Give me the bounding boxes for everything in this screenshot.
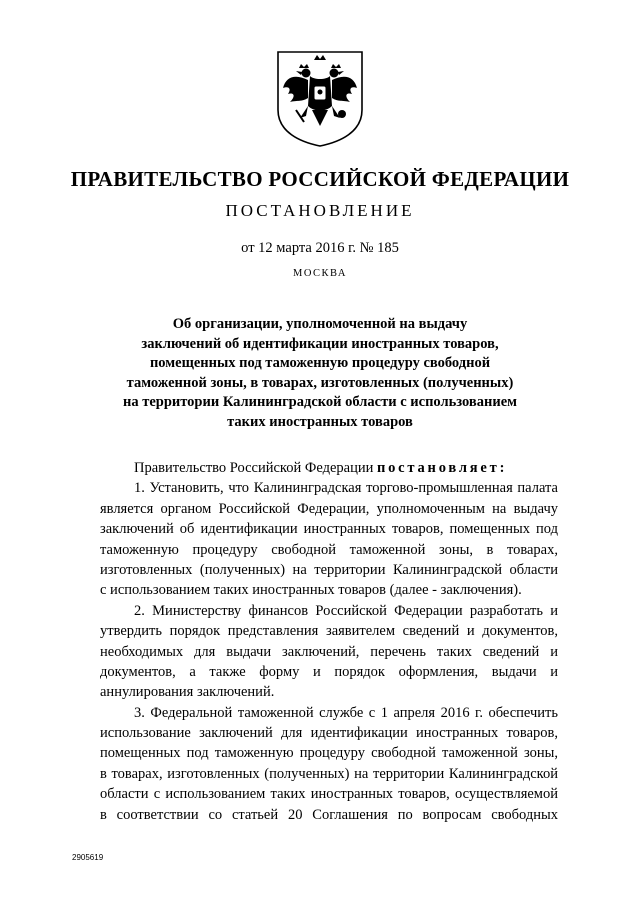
body-line: с использованием таких иностранных товаров (далее - заключения). <box>100 582 522 599</box>
decree-title <box>95 315 545 433</box>
body-line: документов, а также форму и порядок оформления, выдачи и <box>100 663 558 680</box>
city-label: МОСКВА <box>293 268 347 279</box>
footer-code: 2905619 <box>72 853 104 862</box>
decree-body <box>100 458 558 825</box>
body-line: необходимых для выдачи заключений, перечень таких сведений и <box>100 643 558 660</box>
body-line: области с использованием таких иностранных товаров, осуществляемой <box>100 786 558 803</box>
body-line: 3. Федеральной таможенной службе с 1 апреля 2016 г. обеспечить <box>134 704 558 721</box>
body-paragraphs <box>100 478 558 825</box>
body-line: аннулирования заключений. <box>100 684 275 701</box>
russian-coat-of-arms-icon <box>274 48 366 148</box>
body-line: помещенных под таможенную процедуру свободной таможенной зоны, <box>100 745 558 762</box>
date-and-number: от 12 марта 2016 г. № 185 <box>241 240 399 256</box>
title-line: Об организации, уполномоченной на выдачу <box>172 316 468 332</box>
title-line: таких иностранных товаров <box>227 413 413 430</box>
body-line: является органом Российской Федерации, уполномоченным на выдачу <box>100 500 558 517</box>
body-line: заключений об идентификации иностранных товаров, помещенных под <box>100 521 558 538</box>
preamble-verb: постановляет: <box>376 460 508 476</box>
title-line: заключений об идентификации иностранных товаров, <box>141 335 499 352</box>
document-type: ПОСТАНОВЛЕНИЕ <box>225 201 415 220</box>
body-line: в товарах, изготовленных (полученных) на территории Калининградской <box>100 765 558 782</box>
preamble-text: Правительство Российской Федерации <box>134 460 377 476</box>
body-line: изготовленных (полученных) на территории Калининградской области <box>100 561 558 578</box>
body-line: 2. Министерству финансов Российской Федерации разработать и <box>134 602 558 619</box>
preamble <box>100 458 558 478</box>
title-line: таможенной зоны, в товарах, изготовленных (полученных) <box>126 374 514 391</box>
body-line: таможенную процедуру свободной таможенной зоны, в товарах, <box>100 541 558 558</box>
title-line: на территории Калининградской области с использованием <box>122 394 518 411</box>
title-line: помещенных под таможенную процедуру свободной <box>149 355 491 372</box>
government-heading: ПРАВИТЕЛЬСТВО РОССИЙСКОЙ ФЕДЕРАЦИИ <box>70 167 570 191</box>
body-line: 1. Установить, что Калининградская торгово-промышленная палата <box>134 480 558 497</box>
body-line: утвердить порядок представления заявителем сведений и документов, <box>100 623 558 640</box>
body-line: в соответствии со статьей 20 Соглашения по вопросам свободных <box>100 806 558 823</box>
body-line: использование заключений для идентификации иностранных товаров, <box>100 725 558 742</box>
